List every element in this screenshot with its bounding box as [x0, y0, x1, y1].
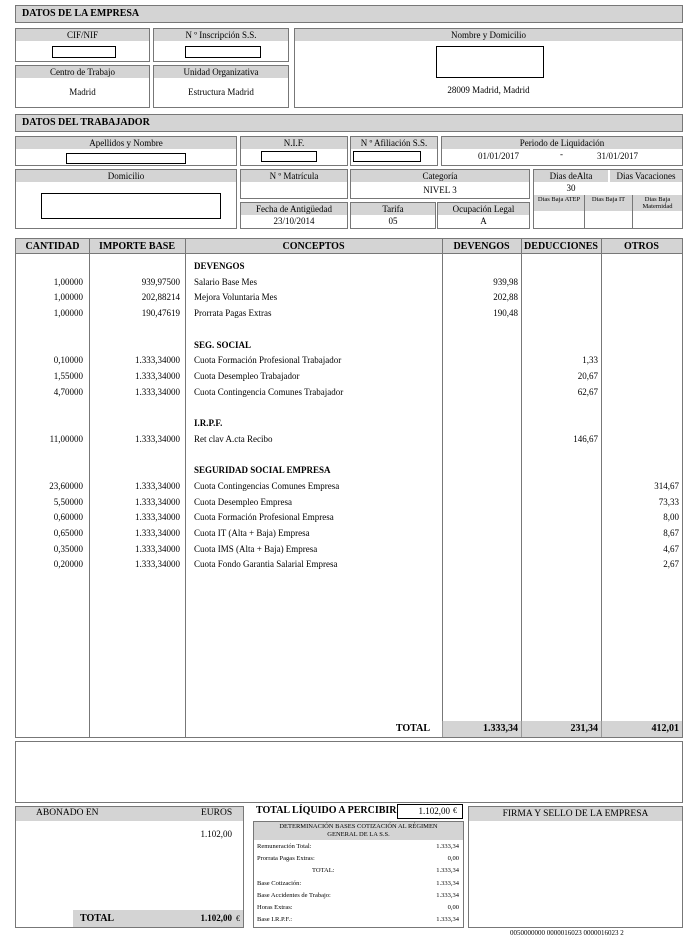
- cif-field: [15, 28, 150, 62]
- table-row: [16, 386, 682, 398]
- bases-row: [254, 903, 463, 914]
- cell-devengos: 939,98: [493, 276, 518, 287]
- bases-row: [254, 915, 463, 926]
- table-row: [16, 496, 682, 508]
- abonado-box: [15, 806, 244, 928]
- table-row: [16, 276, 682, 288]
- domicilio-label: Domicilio: [16, 170, 236, 182]
- cell-concepto: Cuota Contingencias Comunes Empresa: [194, 480, 340, 491]
- cell-devengos: 202,88: [493, 292, 518, 303]
- cell-importe: 1.333,34000: [135, 512, 180, 523]
- cell-importe: 1.333,34000: [135, 527, 180, 538]
- cell-cantidad: 5,50000: [53, 496, 83, 507]
- total-label: TOTAL: [395, 723, 430, 734]
- section-title: SEGURIDAD SOCIAL EMPRESA: [194, 465, 331, 476]
- apellidos-redacted: [66, 153, 186, 164]
- bases-row-label: Prorrata Pagas Extras:: [257, 855, 315, 863]
- periodo-label: Periodo de Liquidación: [442, 137, 682, 149]
- cell-concepto: Cuota Formación Profesional Trabajador: [194, 355, 342, 366]
- centro-label: Centro de Trabajo: [16, 66, 149, 78]
- bases-row-value: 0,00: [447, 904, 459, 911]
- firma-label: FIRMA Y SELLO DE LA EMPRESA: [469, 807, 682, 821]
- cell-concepto: Mejora Voluntaria Mes: [194, 292, 278, 303]
- dias-vacaciones-label: Dias Vacaciones: [610, 170, 682, 182]
- col-cantidad: CANTIDAD: [25, 241, 80, 252]
- inscripcion-field: [153, 28, 289, 62]
- antiguedad-field: [240, 202, 348, 229]
- section-title: DEVENGOS: [194, 261, 245, 271]
- tarifa-field: [350, 202, 436, 229]
- cell-importe: 1.333,34000: [135, 386, 180, 397]
- antiguedad-value: 23/10/2014: [273, 216, 315, 226]
- section-header-row: [16, 339, 682, 351]
- periodo-separador: -: [560, 149, 563, 159]
- total-otros: 412,01: [651, 723, 679, 734]
- cell-otros: 314,67: [654, 480, 679, 491]
- bases-row: [254, 842, 463, 853]
- tarifa-value: 05: [388, 216, 398, 226]
- dias-baja-it-label: Dias Baja IT: [585, 195, 632, 211]
- abonado-euros-value: 1.102,00: [200, 829, 232, 839]
- nombre-label: Nombre y Domicilio: [295, 29, 682, 41]
- section-header-row: [16, 260, 682, 272]
- cell-importe: 939,97500: [141, 276, 180, 287]
- col-deducciones: DEDUCCIONES: [524, 241, 598, 252]
- categoria-field: [350, 169, 530, 199]
- centro-field: [15, 65, 150, 108]
- empresa-section-title: DATOS DE LA EMPRESA: [15, 5, 683, 23]
- matricula-field: [240, 169, 348, 199]
- domicilio-redacted: [41, 193, 221, 219]
- dias-baja-maternidad-label: Dias Baja Maternidad: [633, 195, 682, 211]
- bases-title: [254, 822, 463, 840]
- cell-cantidad: 0,20000: [53, 559, 83, 570]
- unidad-value: Estructura Madrid: [188, 87, 254, 97]
- nombre-redacted: [436, 46, 544, 78]
- cell-concepto: Cuota Fondo Garantia Salarial Empresa: [194, 559, 338, 570]
- liquido-label: TOTAL LÍQUIDO A PERCIBIR: [256, 805, 397, 816]
- section-header-row: [16, 464, 682, 476]
- bases-row: [254, 854, 463, 865]
- liquido-value: 1.102,00: [418, 806, 450, 816]
- footer-code: 0050000000 0000016023 0000016023 2: [510, 929, 624, 937]
- cell-cantidad: 0,10000: [53, 355, 83, 366]
- empresa-domicilio: 28009 Madrid, Madrid: [447, 85, 530, 95]
- bases-row-value: 0,00: [447, 855, 459, 863]
- table-row: [16, 354, 682, 366]
- cell-deducciones: 62,67: [577, 386, 598, 397]
- cell-otros: 4,67: [663, 543, 679, 554]
- cell-cantidad: 11,00000: [49, 433, 83, 444]
- cell-importe: 1.333,34000: [135, 543, 180, 554]
- bases-rows: [254, 842, 463, 927]
- cell-cantidad: 0,60000: [53, 512, 83, 523]
- col-conceptos: CONCEPTOS: [282, 241, 345, 252]
- cell-importe: 1.333,34000: [135, 559, 180, 570]
- cell-cantidad: 0,65000: [53, 527, 83, 538]
- total-devengos: 1.333,34: [483, 723, 518, 734]
- cell-cantidad: 23,60000: [49, 480, 83, 491]
- table-row: [16, 527, 682, 539]
- trabajador-section-title: DATOS DEL TRABAJADOR: [15, 114, 683, 132]
- cell-importe: 1.333,34000: [135, 433, 180, 444]
- cell-concepto: Cuota Desempleo Trabajador: [194, 370, 300, 381]
- dias-field: [533, 169, 683, 229]
- bases-row-label: Base I.R.P.F.:: [257, 916, 293, 924]
- table-row: [16, 370, 682, 382]
- nif-field: [240, 136, 348, 166]
- section-header-row: [16, 417, 682, 429]
- cell-otros: 8,67: [663, 527, 679, 538]
- categoria-value: NIVEL 3: [423, 185, 457, 195]
- bases-row-label: Base Cotización:: [257, 879, 302, 887]
- table-row: [16, 291, 682, 303]
- cell-otros: 8,00: [663, 512, 679, 523]
- cell-concepto: Salario Base Mes: [194, 276, 257, 287]
- table-row: [16, 307, 682, 319]
- col-otros: OTROS: [623, 241, 659, 252]
- bases-title-line2: GENERAL DE LA S.S.: [327, 831, 390, 838]
- bases-row-label: Horas Extras:: [257, 904, 293, 911]
- cell-concepto: Cuota Formación Profesional Empresa: [194, 512, 334, 523]
- col-devengos: DEVENGOS: [453, 241, 510, 252]
- table-row: [16, 480, 682, 492]
- bases-row-value: 1.333,34: [436, 843, 459, 850]
- bases-row-value: 1.333,34: [436, 891, 459, 899]
- cell-importe: 1.333,34000: [135, 480, 180, 491]
- cell-deducciones: 146,67: [573, 433, 598, 444]
- cell-importe: 202,88214: [141, 292, 180, 303]
- bases-row-label: Remuneración Total:: [257, 843, 312, 850]
- cell-importe: 1.333,34000: [135, 355, 180, 366]
- bases-row-label: Base Accidentes de Trabajo:: [257, 891, 331, 899]
- cell-cantidad: 1,00000: [53, 308, 83, 319]
- afiliacion-field: [350, 136, 438, 166]
- liquido-value-box: [397, 804, 463, 819]
- ocupacion-value: A: [480, 216, 487, 226]
- ocupacion-label: Ocupación Legal: [438, 203, 529, 215]
- cell-cantidad: 0,35000: [53, 543, 83, 554]
- bases-title-line1: DETERMINACIÓN BASES COTIZACIÓN AL RÉGIMEN: [279, 823, 438, 830]
- cell-otros: 73,33: [658, 496, 679, 507]
- cif-label: CIF/NIF: [16, 29, 149, 41]
- centro-value: Madrid: [69, 87, 96, 97]
- afiliacion-redacted: [353, 151, 421, 162]
- cell-importe: 1.333,34000: [135, 370, 180, 381]
- cell-concepto: Cuota IMS (Alta + Baja) Empresa: [194, 543, 318, 554]
- section-title: I.R.P.F.: [194, 418, 223, 428]
- cell-deducciones: 1,33: [582, 355, 598, 366]
- cell-importe: 190,47619: [141, 308, 180, 319]
- table-row: [16, 543, 682, 555]
- table-row: [16, 558, 682, 570]
- inscripcion-redacted: [185, 46, 261, 58]
- cell-concepto: Cuota Contingencia Comunes Trabajador: [194, 386, 344, 397]
- conceptos-table: [15, 238, 683, 738]
- section-title: SEG. SOCIAL: [194, 339, 252, 350]
- liquido-currency: €: [453, 806, 457, 815]
- firma-box: [468, 806, 683, 928]
- nif-label: N.I.F.: [241, 137, 347, 149]
- abonado-label: ABONADO EN: [36, 808, 99, 818]
- observaciones-box: [15, 741, 683, 803]
- abonado-currency: €: [236, 914, 240, 923]
- nif-redacted: [261, 151, 317, 162]
- table-row: [16, 511, 682, 523]
- dias-baja-atep-label: Dias Baja ATEP: [534, 195, 584, 211]
- table-body: [16, 239, 682, 719]
- cif-redacted: [52, 46, 116, 58]
- abonado-total-value: 1.102,00: [200, 913, 232, 923]
- afiliacion-label: N º Afiliación S.S.: [351, 137, 437, 149]
- apellidos-label: Apellidos y Nombre: [16, 137, 236, 149]
- nombre-domicilio-field: [294, 28, 683, 108]
- dias-alta-label: Dias deAlta: [534, 170, 608, 182]
- cell-concepto: Prorrata Pagas Extras: [194, 308, 272, 319]
- bases-box: [253, 821, 464, 928]
- inscripcion-label: N º Inscripción S.S.: [154, 29, 288, 41]
- antiguedad-label: Fecha de Antigüedad: [241, 203, 347, 215]
- apellidos-field: [15, 136, 237, 166]
- cell-deducciones: 20,67: [577, 370, 598, 381]
- bases-row: [254, 891, 463, 902]
- abonado-euros-label: EUROS: [201, 808, 233, 818]
- categoria-label: Categoría: [351, 170, 529, 182]
- dias-alta-value: 30: [566, 183, 576, 193]
- cell-importe: 1.333,34000: [135, 496, 180, 507]
- unidad-field: [153, 65, 289, 108]
- tarifa-label: Tarifa: [351, 203, 435, 215]
- bases-row-label: TOTAL:: [312, 867, 335, 875]
- cell-cantidad: 1,00000: [53, 292, 83, 303]
- bases-row-value: 1.333,34: [436, 867, 459, 875]
- periodo-hasta: 31/01/2017: [597, 151, 639, 161]
- cell-cantidad: 1,00000: [53, 276, 83, 287]
- unidad-label: Unidad Organizativa: [154, 66, 288, 78]
- cell-cantidad: 4,70000: [53, 386, 83, 397]
- cell-otros: 2,67: [663, 559, 679, 570]
- table-row: [16, 433, 682, 445]
- periodo-desde: 01/01/2017: [478, 151, 520, 161]
- cell-concepto: Ret clav A.cta Recibo: [194, 433, 273, 444]
- bases-row: [254, 866, 463, 877]
- cell-cantidad: 1,55000: [53, 370, 83, 381]
- col-importe: IMPORTE BASE: [98, 241, 176, 252]
- domicilio-field: [15, 169, 237, 229]
- total-deducciones: 231,34: [570, 723, 598, 734]
- cell-devengos: 190,48: [493, 308, 518, 319]
- ocupacion-field: [437, 202, 530, 229]
- bases-row: [254, 879, 463, 890]
- abonado-total-label: TOTAL: [80, 913, 115, 924]
- periodo-field: [441, 136, 683, 166]
- bases-row-value: 1.333,34: [436, 879, 459, 887]
- cell-concepto: Cuota Desempleo Empresa: [194, 496, 292, 507]
- cell-concepto: Cuota IT (Alta + Baja) Empresa: [194, 527, 310, 538]
- matricula-label: N º Matrícula: [241, 170, 347, 182]
- bases-row-value: 1.333,34: [436, 916, 459, 924]
